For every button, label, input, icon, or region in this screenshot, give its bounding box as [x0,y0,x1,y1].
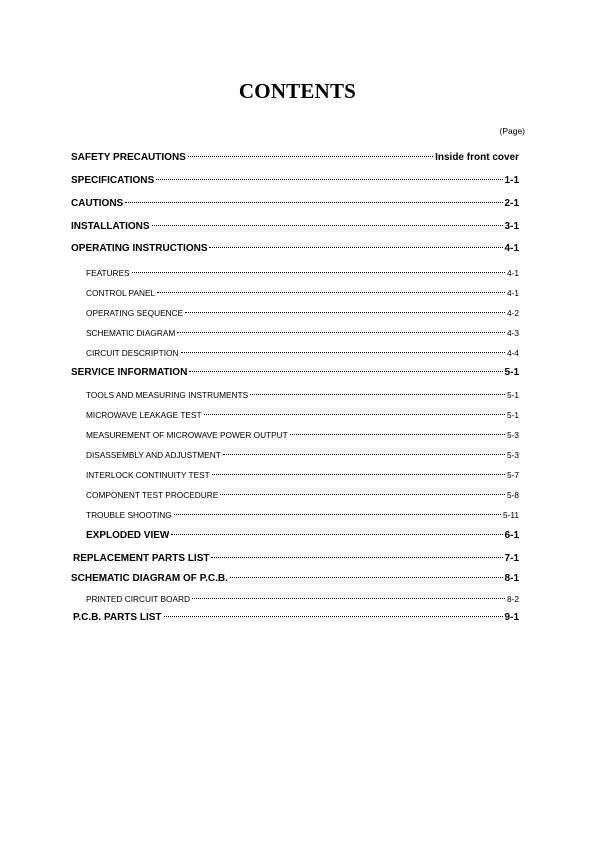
toc-entry-safety-precautions[interactable] [71,152,519,163]
dot-leader [189,371,502,372]
toc-entry-label: SAFETY PRECAUTIONS [71,152,186,163]
toc-entry-schematic-diagram-of-pcb[interactable] [71,573,519,584]
dot-leader [164,616,503,617]
toc-entry-page: 4-1 [504,243,519,254]
dot-leader [125,202,502,203]
dot-leader [174,514,501,515]
toc-entry-component-test-procedure[interactable] [86,490,519,500]
dot-leader [132,272,505,273]
dot-leader [211,557,502,558]
dot-leader [230,577,503,578]
toc-entry-label: OPERATING SEQUENCE [86,308,184,318]
toc-entry-page: 4-1 [507,268,519,278]
toc-entry-service-information[interactable] [71,367,519,378]
toc-entry-features[interactable] [86,268,519,278]
toc-entry-page: 4-4 [507,348,519,358]
toc-entry-page: 5-11 [503,510,519,520]
toc-entry-page: 5-1 [507,390,519,400]
toc-entry-page: 6-1 [504,530,519,541]
toc-entry-page: 3-1 [504,221,519,232]
toc-entry-operating-instructions[interactable] [71,243,519,254]
dot-leader [171,534,502,535]
toc-entry-page: 5-3 [507,450,519,460]
toc-entry-page: 2-1 [504,198,519,209]
toc-entry-page: 5-1 [504,367,519,378]
toc-entry-label: MICROWAVE LEAKAGE TEST [86,410,202,420]
toc-entry-page: 8-1 [504,573,519,584]
toc-entry-label: FEATURES [86,268,130,278]
toc-entry-printed-circuit-board[interactable] [86,594,519,604]
dot-leader [220,494,505,495]
toc-entry-page: 5-7 [507,470,519,480]
toc-entry-label: EXPLODED VIEW [86,530,170,541]
toc-entry-disassembly-and-adjustment[interactable] [86,450,519,460]
toc-entry-label: COMPONENT TEST PROCEDURE [86,490,219,500]
toc-entry-page: 5-3 [507,430,519,440]
toc-entry-pcb-parts-list[interactable] [73,612,519,623]
page-title: CONTENTS [238,79,357,103]
toc-entry-interlock-continuity-test[interactable] [86,470,519,480]
toc-entry-label: SCHEMATIC DIAGRAM OF P.C.B. [71,573,228,584]
toc-entry-label: TROUBLE SHOOTING [86,510,172,520]
toc-entry-control-panel[interactable] [86,288,519,298]
toc-entry-label: SERVICE INFORMATION [71,367,188,378]
toc-entry-page: 8-2 [507,594,519,604]
dot-leader [157,292,505,293]
toc-entry-replacement-parts-list[interactable] [73,553,519,564]
toc-entry-tools-and-measuring-instruments[interactable] [86,390,519,400]
dot-leader [188,156,433,157]
dot-leader [192,598,505,599]
toc-entry-microwave-leakage-test[interactable] [86,410,519,420]
toc-entry-label: REPLACEMENT PARTS LIST [73,553,210,564]
dot-leader [204,414,505,415]
toc-entry-label: INSTALLATIONS [71,221,150,232]
toc-entry-installations[interactable] [71,221,519,232]
toc-entry-label: P.C.B. PARTS LIST [73,612,162,623]
dot-leader [223,454,505,455]
toc-entry-measurement-of-microwave-power-output[interactable] [86,430,519,440]
dot-leader [152,225,503,226]
toc-entry-page: 4-1 [507,288,519,298]
toc-entry-page: 5-8 [507,490,519,500]
toc-entry-label: PRINTED CIRCUIT BOARD [86,594,191,604]
toc-entry-label: SCHEMATIC DIAGRAM [86,328,176,338]
toc-entry-page: 4-3 [507,328,519,338]
toc-entry-operating-sequence[interactable] [86,308,519,318]
toc-entry-page: 4-2 [507,308,519,318]
toc-entry-circuit-description[interactable] [86,348,519,358]
toc-entry-label: DISASSEMBLY AND ADJUSTMENT [86,450,221,460]
toc-entry-page: 5-1 [507,410,519,420]
toc-entry-label: CONTROL PANEL [86,288,156,298]
dot-leader [185,312,505,313]
toc-entry-specifications[interactable] [71,175,519,186]
toc-entry-label: MEASUREMENT OF MICROWAVE POWER OUTPUT [86,430,288,440]
dot-leader [290,434,505,435]
dot-leader [181,352,505,353]
toc-entry-label: CAUTIONS [71,198,124,209]
dot-leader [212,474,505,475]
toc-entry-label: SPECIFICATIONS [71,175,155,186]
toc-entry-page: 7-1 [504,553,519,564]
toc-entry-cautions[interactable] [71,198,519,209]
toc-entry-page: 1-1 [504,175,519,186]
dot-leader [177,332,505,333]
toc-entry-page: Inside front cover [435,152,519,163]
toc-entry-label: CIRCUIT DESCRIPTION [86,348,179,358]
toc-entry-page: 9-1 [504,612,519,623]
page-column-label: (Page) [499,126,525,136]
dot-leader [156,179,502,180]
dot-leader [209,247,502,248]
toc-entry-trouble-shooting[interactable] [86,510,519,520]
toc-entry-label: TOOLS AND MEASURING INSTRUMENTS [86,390,249,400]
toc-entry-label: INTERLOCK CONTINUITY TEST [86,470,210,480]
dot-leader [250,394,505,395]
toc-entry-label: OPERATING INSTRUCTIONS [71,243,208,254]
toc-entry-exploded-view[interactable] [86,530,519,541]
toc-entry-schematic-diagram[interactable] [86,328,519,338]
